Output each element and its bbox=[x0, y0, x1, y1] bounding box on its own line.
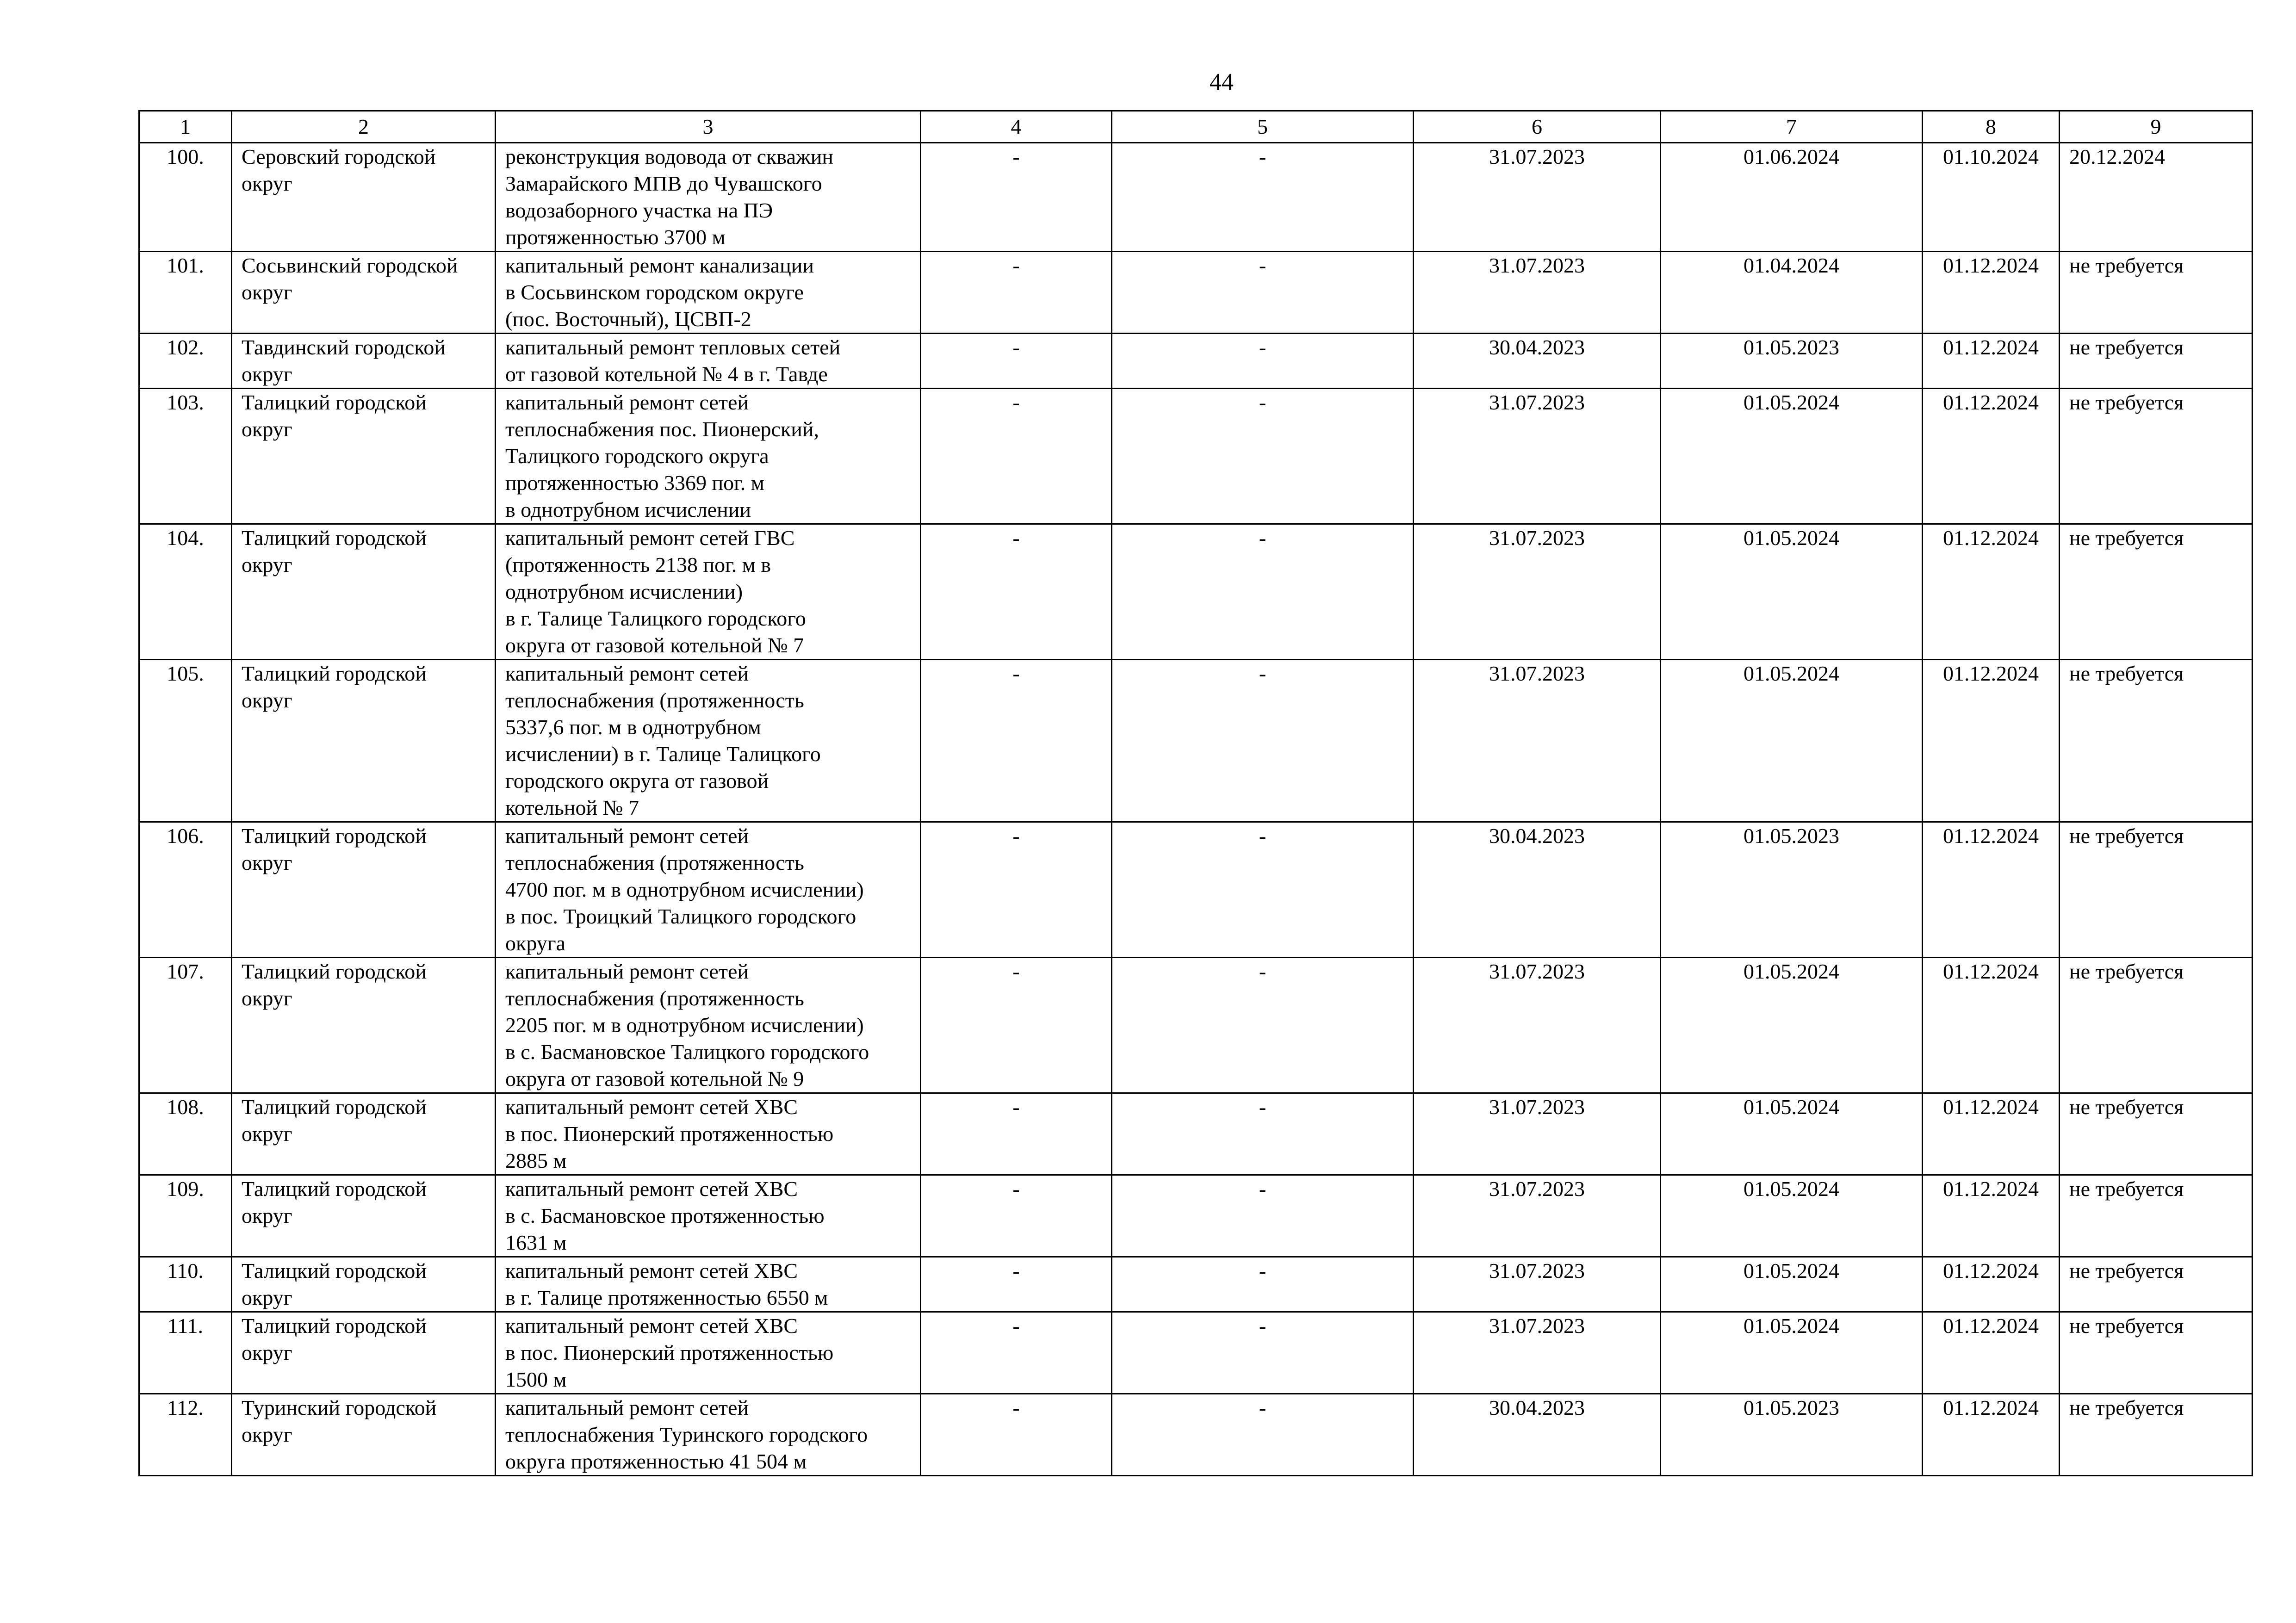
date-col6-cell: 31.07.2023 bbox=[1414, 1093, 1661, 1175]
col5-cell: - bbox=[1112, 389, 1414, 524]
district-cell: Талицкий городской округ bbox=[232, 958, 496, 1093]
row-number: 111. bbox=[139, 1312, 232, 1394]
date-col8-cell: 01.10.2024 bbox=[1923, 143, 2060, 252]
date-col8-cell: 01.12.2024 bbox=[1923, 1257, 2060, 1312]
date-col6-cell: 31.07.2023 bbox=[1414, 958, 1661, 1093]
row-number: 105. bbox=[139, 660, 232, 822]
district-cell: Сосьвинский городской округ bbox=[232, 252, 496, 334]
col5-cell: - bbox=[1112, 1257, 1414, 1312]
column-header: 1 bbox=[139, 111, 232, 143]
col4-cell: - bbox=[921, 1394, 1112, 1476]
date-col6-cell: 31.07.2023 bbox=[1414, 252, 1661, 334]
column-header: 8 bbox=[1923, 111, 2060, 143]
work-description-cell: капитальный ремонт сетей ХВС в г. Талице протяженностью 6550 м bbox=[496, 1257, 921, 1312]
col4-cell: - bbox=[921, 1312, 1112, 1394]
col4-cell: - bbox=[921, 958, 1112, 1093]
table-row bbox=[139, 1257, 2253, 1312]
date-col6-cell: 31.07.2023 bbox=[1414, 389, 1661, 524]
col9-cell: не требуется bbox=[2060, 524, 2253, 660]
work-description-cell: капитальный ремонт сетей теплоснабжения (протяженность 5337,6 пог. м в однотрубном исчислении) в г. Талице Талицкого городского округа от газовой котельной № 7 bbox=[496, 660, 921, 822]
date-col7-cell: 01.05.2024 bbox=[1661, 1175, 1923, 1257]
table-row bbox=[139, 660, 2253, 822]
date-col6-cell: 30.04.2023 bbox=[1414, 334, 1661, 389]
district-cell: Талицкий городской округ bbox=[232, 822, 496, 958]
table-row bbox=[139, 822, 2253, 958]
col4-cell: - bbox=[921, 252, 1112, 334]
col5-cell: - bbox=[1112, 334, 1414, 389]
date-col8-cell: 01.12.2024 bbox=[1923, 660, 2060, 822]
date-col8-cell: 01.12.2024 bbox=[1923, 524, 2060, 660]
district-cell: Талицкий городской округ bbox=[232, 1312, 496, 1394]
date-col8-cell: 01.12.2024 bbox=[1923, 389, 2060, 524]
column-header: 7 bbox=[1661, 111, 1923, 143]
date-col8-cell: 01.12.2024 bbox=[1923, 334, 2060, 389]
district-cell: Талицкий городской округ bbox=[232, 1175, 496, 1257]
col9-cell: 20.12.2024 bbox=[2060, 143, 2253, 252]
col4-cell: - bbox=[921, 334, 1112, 389]
district-cell: Талицкий городской округ bbox=[232, 660, 496, 822]
column-header: 9 bbox=[2060, 111, 2253, 143]
district-cell: Талицкий городской округ bbox=[232, 524, 496, 660]
date-col6-cell: 31.07.2023 bbox=[1414, 1312, 1661, 1394]
district-cell: Тавдинский городской округ bbox=[232, 334, 496, 389]
col5-cell: - bbox=[1112, 1175, 1414, 1257]
row-number: 100. bbox=[139, 143, 232, 252]
col4-cell: - bbox=[921, 1257, 1112, 1312]
date-col7-cell: 01.05.2024 bbox=[1661, 389, 1923, 524]
col4-cell: - bbox=[921, 389, 1112, 524]
date-col6-cell: 31.07.2023 bbox=[1414, 660, 1661, 822]
col9-cell: не требуется bbox=[2060, 958, 2253, 1093]
col4-cell: - bbox=[921, 524, 1112, 660]
date-col6-cell: 30.04.2023 bbox=[1414, 822, 1661, 958]
work-description-cell: реконструкция водовода от скважин Замарайского МПВ до Чувашского водозаборного участка на ПЭ протяженностью 3700 м bbox=[496, 143, 921, 252]
district-cell: Талицкий городской округ bbox=[232, 1257, 496, 1312]
col5-cell: - bbox=[1112, 524, 1414, 660]
date-col7-cell: 01.05.2024 bbox=[1661, 1312, 1923, 1394]
date-col8-cell: 01.12.2024 bbox=[1923, 1093, 2060, 1175]
table-row bbox=[139, 389, 2253, 524]
col5-cell: - bbox=[1112, 660, 1414, 822]
table-row bbox=[139, 1175, 2253, 1257]
col9-cell: не требуется bbox=[2060, 389, 2253, 524]
work-description-cell: капитальный ремонт сетей теплоснабжения Туринского городского округа протяженностью 41 504 м bbox=[496, 1394, 921, 1476]
row-number: 108. bbox=[139, 1093, 232, 1175]
col5-cell: - bbox=[1112, 252, 1414, 334]
table-row bbox=[139, 524, 2253, 660]
work-description-cell: капитальный ремонт сетей ХВС в пос. Пионерский протяженностью 1500 м bbox=[496, 1312, 921, 1394]
col5-cell: - bbox=[1112, 958, 1414, 1093]
date-col8-cell: 01.12.2024 bbox=[1923, 1312, 2060, 1394]
date-col7-cell: 01.05.2024 bbox=[1661, 524, 1923, 660]
table-row bbox=[139, 143, 2253, 252]
col4-cell: - bbox=[921, 660, 1112, 822]
col5-cell: - bbox=[1112, 1394, 1414, 1476]
work-description-cell: капитальный ремонт тепловых сетей от газовой котельной № 4 в г. Тавде bbox=[496, 334, 921, 389]
date-col6-cell: 31.07.2023 bbox=[1414, 1257, 1661, 1312]
row-number: 104. bbox=[139, 524, 232, 660]
row-number: 112. bbox=[139, 1394, 232, 1476]
date-col7-cell: 01.05.2023 bbox=[1661, 334, 1923, 389]
district-cell: Талицкий городской округ bbox=[232, 389, 496, 524]
col9-cell: не требуется bbox=[2060, 334, 2253, 389]
date-col6-cell: 30.04.2023 bbox=[1414, 1394, 1661, 1476]
col5-cell: - bbox=[1112, 143, 1414, 252]
date-col7-cell: 01.06.2024 bbox=[1661, 143, 1923, 252]
row-number: 110. bbox=[139, 1257, 232, 1312]
work-description-cell: капитальный ремонт сетей ГВС (протяженность 2138 пог. м в однотрубном исчислении) в г. Талице Талицкого городского округа от газовой котельной № 7 bbox=[496, 524, 921, 660]
date-col6-cell: 31.07.2023 bbox=[1414, 1175, 1661, 1257]
date-col8-cell: 01.12.2024 bbox=[1923, 1394, 2060, 1476]
column-number-header-row bbox=[139, 111, 2253, 143]
column-header: 4 bbox=[921, 111, 1112, 143]
date-col7-cell: 01.05.2023 bbox=[1661, 822, 1923, 958]
row-number: 101. bbox=[139, 252, 232, 334]
work-description-cell: капитальный ремонт сетей теплоснабжения пос. Пионерский, Талицкого городского округа протяженностью 3369 пог. м в однотрубном исчислении bbox=[496, 389, 921, 524]
col5-cell: - bbox=[1112, 1312, 1414, 1394]
col9-cell: не требуется bbox=[2060, 252, 2253, 334]
district-cell: Туринский городской округ bbox=[232, 1394, 496, 1476]
district-cell: Серовский городской округ bbox=[232, 143, 496, 252]
date-col7-cell: 01.05.2024 bbox=[1661, 1093, 1923, 1175]
date-col6-cell: 31.07.2023 bbox=[1414, 143, 1661, 252]
date-col7-cell: 01.05.2023 bbox=[1661, 1394, 1923, 1476]
col9-cell: не требуется bbox=[2060, 1093, 2253, 1175]
col9-cell: не требуется bbox=[2060, 1394, 2253, 1476]
col9-cell: не требуется bbox=[2060, 1257, 2253, 1312]
date-col6-cell: 31.07.2023 bbox=[1414, 524, 1661, 660]
date-col7-cell: 01.05.2024 bbox=[1661, 660, 1923, 822]
date-col8-cell: 01.12.2024 bbox=[1923, 252, 2060, 334]
row-number: 103. bbox=[139, 389, 232, 524]
row-number: 107. bbox=[139, 958, 232, 1093]
table-row bbox=[139, 1394, 2253, 1476]
table-row bbox=[139, 958, 2253, 1093]
work-description-cell: капитальный ремонт сетей ХВС в с. Басмановское протяженностью 1631 м bbox=[496, 1175, 921, 1257]
column-header: 3 bbox=[496, 111, 921, 143]
col5-cell: - bbox=[1112, 1093, 1414, 1175]
row-number: 106. bbox=[139, 822, 232, 958]
col4-cell: - bbox=[921, 143, 1112, 252]
date-col7-cell: 01.05.2024 bbox=[1661, 1257, 1923, 1312]
col4-cell: - bbox=[921, 1093, 1112, 1175]
date-col8-cell: 01.12.2024 bbox=[1923, 822, 2060, 958]
row-number: 109. bbox=[139, 1175, 232, 1257]
work-description-cell: капитальный ремонт сетей теплоснабжения (протяженность 2205 пог. м в однотрубном исчислении) в с. Басмановское Талицкого городского округа от газовой котельной № 9 bbox=[496, 958, 921, 1093]
date-col7-cell: 01.04.2024 bbox=[1661, 252, 1923, 334]
col9-cell: не требуется bbox=[2060, 822, 2253, 958]
table-row bbox=[139, 1312, 2253, 1394]
work-description-cell: капитальный ремонт сетей теплоснабжения (протяженность 4700 пог. м в однотрубном исчислении) в пос. Троицкий Талицкого городского округа bbox=[496, 822, 921, 958]
district-cell: Талицкий городской округ bbox=[232, 1093, 496, 1175]
column-header: 6 bbox=[1414, 111, 1661, 143]
page-number: 44 bbox=[1210, 69, 1234, 95]
date-col8-cell: 01.12.2024 bbox=[1923, 1175, 2060, 1257]
column-header: 5 bbox=[1112, 111, 1414, 143]
row-number: 102. bbox=[139, 334, 232, 389]
col4-cell: - bbox=[921, 1175, 1112, 1257]
table-row bbox=[139, 252, 2253, 334]
schedule-table bbox=[138, 110, 2253, 1476]
col9-cell: не требуется bbox=[2060, 1175, 2253, 1257]
col9-cell: не требуется bbox=[2060, 1312, 2253, 1394]
date-col8-cell: 01.12.2024 bbox=[1923, 958, 2060, 1093]
table-row bbox=[139, 334, 2253, 389]
column-header: 2 bbox=[232, 111, 496, 143]
table-row bbox=[139, 1093, 2253, 1175]
work-description-cell: капитальный ремонт сетей ХВС в пос. Пионерский протяженностью 2885 м bbox=[496, 1093, 921, 1175]
col4-cell: - bbox=[921, 822, 1112, 958]
date-col7-cell: 01.05.2024 bbox=[1661, 958, 1923, 1093]
work-description-cell: капитальный ремонт канализации в Сосьвинском городском округе (пос. Восточный), ЦСВП-2 bbox=[496, 252, 921, 334]
col5-cell: - bbox=[1112, 822, 1414, 958]
col9-cell: не требуется bbox=[2060, 660, 2253, 822]
